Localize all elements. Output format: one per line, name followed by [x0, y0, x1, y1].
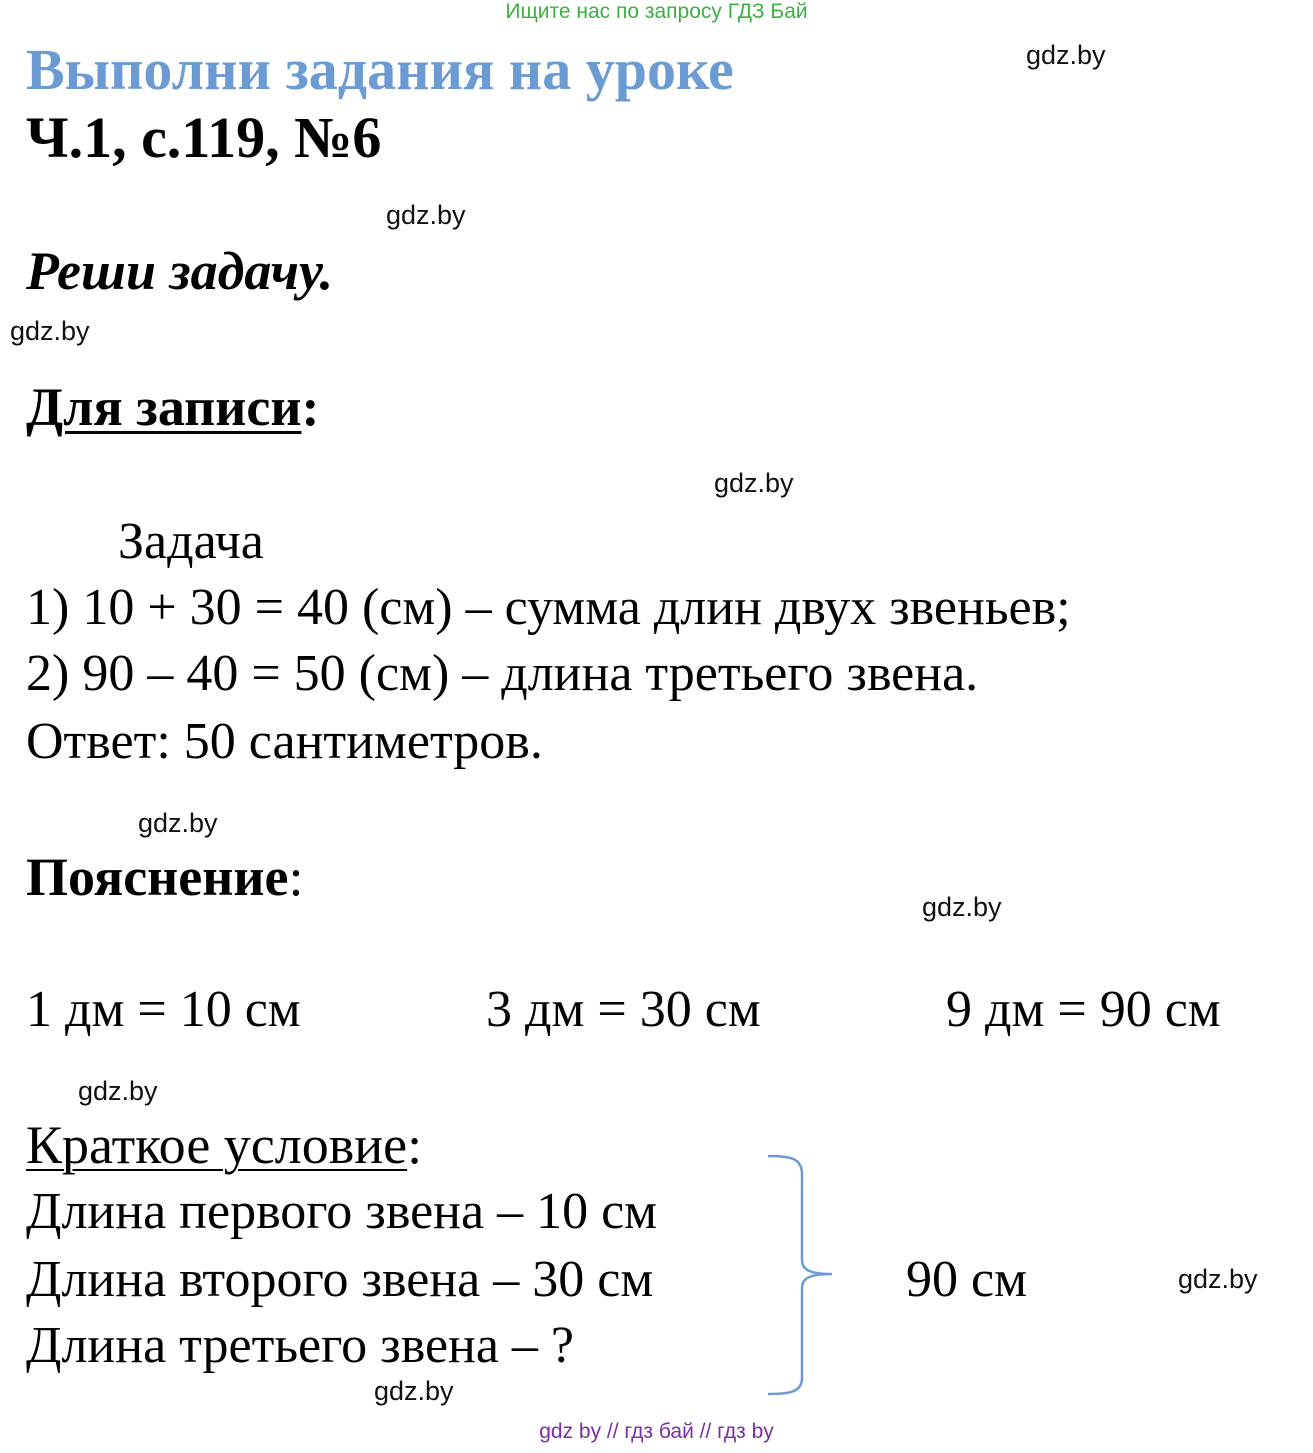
record-colon: :	[301, 377, 320, 437]
page-title: Выполни задания на уроке	[26, 37, 734, 102]
total-length: 90 см	[906, 1251, 1027, 1308]
condition-line-3: Длина третьего звена – ?	[26, 1317, 575, 1374]
explanation-label: Пояснение	[26, 847, 289, 907]
watermark: gdz.by	[10, 316, 90, 346]
solution-answer: Ответ: 50 сантиметров.	[26, 713, 543, 770]
solution-step-1: 1) 10 + 30 = 40 (см) – сумма длин двух звеньев;	[26, 579, 1071, 636]
task-reference: Ч.1, с.119, №6	[26, 105, 382, 170]
watermark: gdz.by	[78, 1076, 158, 1106]
instruction: Реши задачу.	[26, 241, 334, 301]
short-condition-colon: :	[407, 1115, 423, 1175]
watermark: gdz.by	[1026, 40, 1106, 70]
explanation-colon: :	[288, 847, 304, 907]
short-condition-heading	[26, 1114, 422, 1176]
conversion-1: 1 дм = 10 см	[26, 981, 301, 1038]
top-banner: Ищите нас по запросу ГДЗ Бай	[505, 0, 808, 23]
bottom-banner: gdz by // гдз бай // гдз by	[539, 1420, 774, 1443]
solution-step-2: 2) 90 – 40 = 50 (см) – длина третьего звена.	[26, 645, 979, 702]
watermark: gdz.by	[374, 1376, 454, 1406]
condition-line-1: Длина первого звена – 10 см	[26, 1183, 658, 1240]
conversion-3: 9 дм = 90 см	[946, 981, 1221, 1038]
explanation-heading	[26, 846, 303, 908]
brace-path	[768, 1156, 832, 1394]
condition-line-2: Длина второго звена – 30 см	[26, 1251, 654, 1308]
watermark: gdz.by	[138, 808, 218, 838]
watermark: gdz.by	[1178, 1264, 1258, 1294]
right-brace-icon	[762, 1152, 842, 1402]
conversion-2: 3 дм = 30 см	[486, 981, 761, 1038]
record-heading	[26, 376, 319, 438]
watermark: gdz.by	[922, 892, 1002, 922]
solution-heading: Задача	[118, 513, 264, 570]
short-condition-label: Краткое условие	[26, 1115, 408, 1175]
record-label: Для записи	[26, 377, 302, 437]
watermark: gdz.by	[714, 468, 794, 498]
watermark: gdz.by	[386, 200, 466, 230]
